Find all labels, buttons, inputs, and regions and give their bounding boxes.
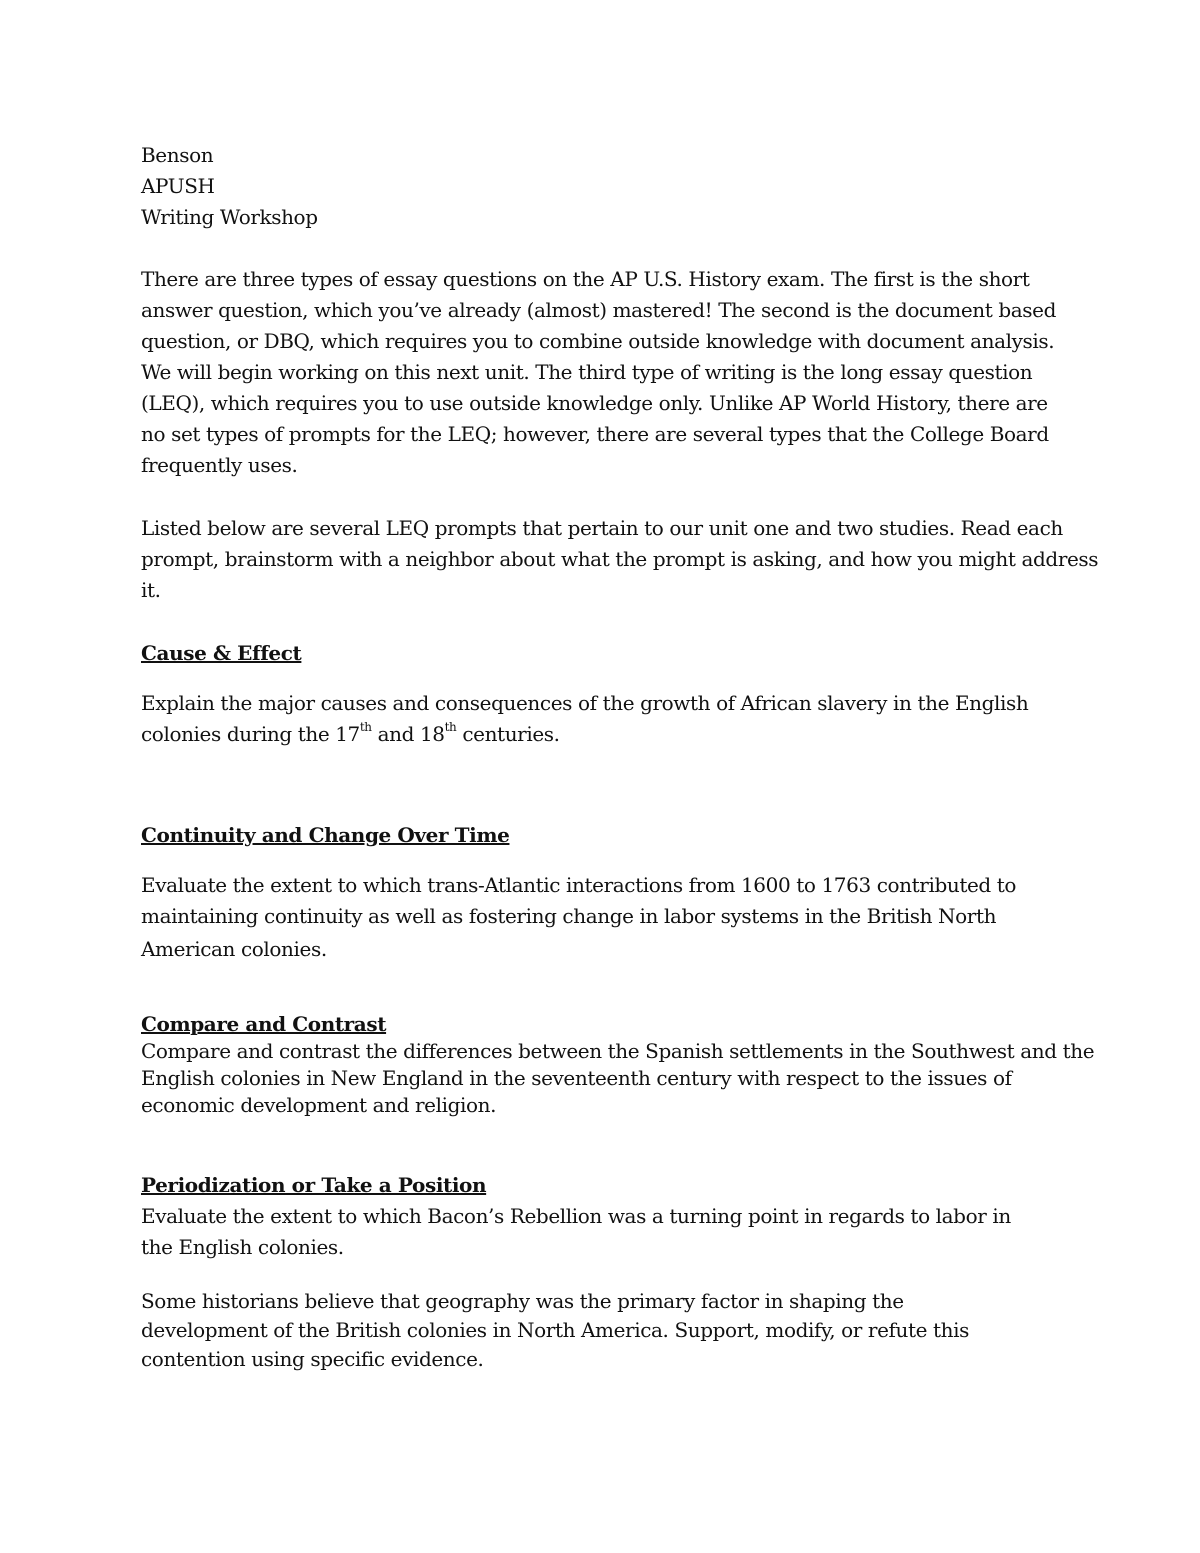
- prompt-line: Explain the major causes and consequences of the growth of African slavery in the English: [141, 691, 1029, 715]
- document-header: [141, 140, 1071, 233]
- paragraph-line: (LEQ), which requires you to use outside knowledge only. Unlike AP World History, there are: [141, 391, 1048, 415]
- prompt-line: Some historians believe that geography was the primary factor in shaping the: [141, 1289, 904, 1313]
- prompt-line: Compare and contrast the differences between the Spanish settlements in the Southwest and the: [141, 1039, 1095, 1063]
- prompt-line: maintaining continuity as well as fostering change in labor systems in the British North: [141, 904, 997, 928]
- prompt-line: Evaluate the extent to which trans-Atlantic interactions from 1600 to 1763 contributed to: [141, 873, 1017, 897]
- paragraph-line: no set types of prompts for the LEQ; however, there are several types that the College Board: [141, 422, 1049, 446]
- paragraph-line: There are three types of essay questions on the AP U.S. History exam. The first is the short: [141, 267, 1030, 291]
- prompt-line: American colonies.: [141, 937, 327, 961]
- periodization-section: [141, 1170, 1071, 1263]
- section-heading-continuity: Continuity and Change Over Time: [141, 823, 510, 847]
- document-title: Writing Workshop: [141, 205, 318, 229]
- section-heading-periodization: Periodization or Take a Position: [141, 1173, 487, 1197]
- intro-paragraph: [141, 264, 1071, 481]
- superscript: th: [359, 720, 372, 735]
- instructions-paragraph: [141, 513, 1099, 606]
- superscript: th: [444, 720, 457, 735]
- paragraph-line: prompt, brainstorm with a neighbor about what the prompt is asking, and how you might address: [141, 547, 1099, 571]
- continuity-section: [141, 820, 1071, 851]
- prompt-line: development of the British colonies in North America. Support, modify, or refute this: [141, 1318, 970, 1342]
- cause-effect-section: [141, 638, 1071, 669]
- compare-section: [141, 1011, 1095, 1119]
- author-name: Benson: [141, 143, 214, 167]
- prompt-line: economic development and religion.: [141, 1093, 497, 1117]
- paragraph-line: it.: [141, 578, 161, 602]
- prompt-line: Evaluate the extent to which Bacon’s Rebellion was a turning point in regards to labor in: [141, 1204, 1011, 1228]
- paragraph-line: Listed below are several LEQ prompts that pertain to our unit one and two studies. Read each: [141, 516, 1063, 540]
- take-position-prompt: [141, 1287, 1071, 1374]
- prompt-text: and 18: [371, 722, 445, 746]
- section-heading-compare: Compare and Contrast: [141, 1012, 387, 1036]
- prompt-text: centuries.: [456, 722, 560, 746]
- prompt-line: English colonies in New England in the seventeenth century with respect to the issues of: [141, 1066, 1012, 1090]
- cause-effect-prompt: [141, 688, 1071, 750]
- paragraph-line: frequently uses.: [141, 453, 298, 477]
- prompt-line: the English colonies.: [141, 1235, 344, 1259]
- paragraph-line: answer question, which you’ve already (almost) mastered! The second is the document based: [141, 298, 1056, 322]
- prompt-text: colonies during the 17: [141, 722, 360, 746]
- prompt-line: [141, 719, 1071, 750]
- paragraph-line: question, or DBQ, which requires you to combine outside knowledge with document analysis.: [141, 329, 1055, 353]
- course-name: APUSH: [141, 174, 215, 198]
- section-heading-cause-effect: Cause & Effect: [141, 641, 302, 665]
- prompt-line: contention using specific evidence.: [141, 1347, 484, 1371]
- continuity-prompt: [141, 870, 1071, 965]
- paragraph-line: We will begin working on this next unit. The third type of writing is the long essay question: [141, 360, 1033, 384]
